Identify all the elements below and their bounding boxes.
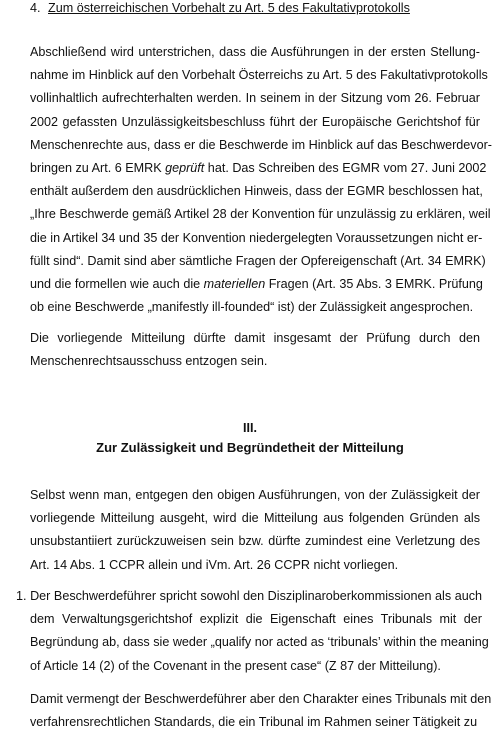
text-line: Abschließend wird unterstrichen, dass die Ausführungen in der ersten Stellung- — [30, 45, 480, 59]
text-line: enthält außerdem den ausdrücklichen Hinweis, dass der EGMR beschlossen hat, — [30, 184, 483, 199]
paragraph-point-1 — [16, 585, 489, 678]
text-line: 1. Der Beschwerdeführer spricht sowohl den Disziplinaroberkommissionen als auch — [16, 589, 482, 603]
text-line: Selbst wenn man, entgegen den obigen Ausführungen, von der Zulässigkeit der — [30, 488, 480, 502]
text-line: ob eine Beschwerde „manifestly ill-founded“ ist) der Zulässigkeit angesprochen. — [30, 300, 474, 315]
text-line: und die formellen wie auch die materiellen Fragen (Art. 35 Abs. 3 EMRK. Prüfung — [30, 276, 483, 291]
text-line: Begründung ab, dass sie weder „qualify nor acted as ‘tribunals’ within the meaning — [30, 635, 489, 650]
text-line: dem Verwaltungsgerichtshof explizit die Eigenschaft eines Tribunals mit der — [30, 612, 482, 627]
text-line: Menschenrechte aus, dass er die Beschwerde im Hinblick auf das Beschwerdevor- — [30, 137, 492, 152]
text-line: „Ihre Beschwerde gemäß Artikel 28 der Konvention für unzulässig zu erklären, weil — [30, 207, 491, 222]
section-title: Zur Zulässigkeit und Begründetheit der Mitteilung — [96, 440, 404, 455]
text-line: 2002 gefassten Unzulässigkeitsbeschluss führt der Europäische Gerichtshof für — [30, 114, 480, 129]
text-line: die in Artikel 34 und 35 der Konvention niedergelegten Voraussetzungen nicht er- — [30, 230, 483, 245]
subsection-heading — [30, 0, 410, 20]
paragraph-intro — [30, 484, 480, 577]
text-line: Menschenrechtsausschuss entzogen sein. — [30, 354, 268, 369]
section-number: III. — [243, 421, 257, 435]
text-line: unsubstantiiert zurückzuweisen sein bzw. dürfte zumindest eine Verletzung des — [30, 534, 480, 549]
text-line: bringen zu Art. 6 EMRK geprüft hat. Das Schreiben des EGMR vom 27. Juni 2002 — [30, 160, 487, 175]
paragraph-conclusion — [30, 327, 480, 373]
text-line: vorliegende Mitteilung ausgeht, wird die Mitteilung aus folgenden Gründen als — [30, 511, 480, 526]
subsection-number: 4. — [30, 1, 41, 15]
text-line: Damit vermengt der Beschwerdeführer aber den Charakter eines Tribunals mit den — [30, 692, 492, 706]
text-line: of Article 14 (2) of the Covenant in the present case“ (Z 87 der Mitteilung). — [30, 658, 441, 673]
text-line: Art. 14 Abs. 1 CCPR allein und iVm. Art. 26 CCPR nicht vorliegen. — [30, 557, 399, 572]
text-line: füllt sind“. Damit sind aber sämtliche Fragen der Opfereigenschaft (Art. 34 EMRK) — [30, 253, 486, 268]
paragraph-continuation — [30, 688, 492, 734]
text-line: Die vorliegende Mitteilung dürfte damit insgesamt der Prüfung durch den — [30, 331, 480, 345]
text-line: vollinhaltlich aufrechterhalten werden. In seinem in der Sitzung vom 26. Februar — [30, 91, 480, 106]
text-line: verfahrensrechtlichen Standards, die ein Tribunal im Rahmen seiner Tätigkeit zu — [30, 715, 478, 730]
subsection-title: Zum österreichischen Vorbehalt zu Art. 5 des Fakultativprotokolls — [48, 1, 410, 15]
paragraph-reservation — [30, 41, 492, 319]
text-line: nahme im Hinblick auf den Vorbehalt Österreichs zu Art. 5 des Fakultativprotokolls — [30, 68, 488, 83]
